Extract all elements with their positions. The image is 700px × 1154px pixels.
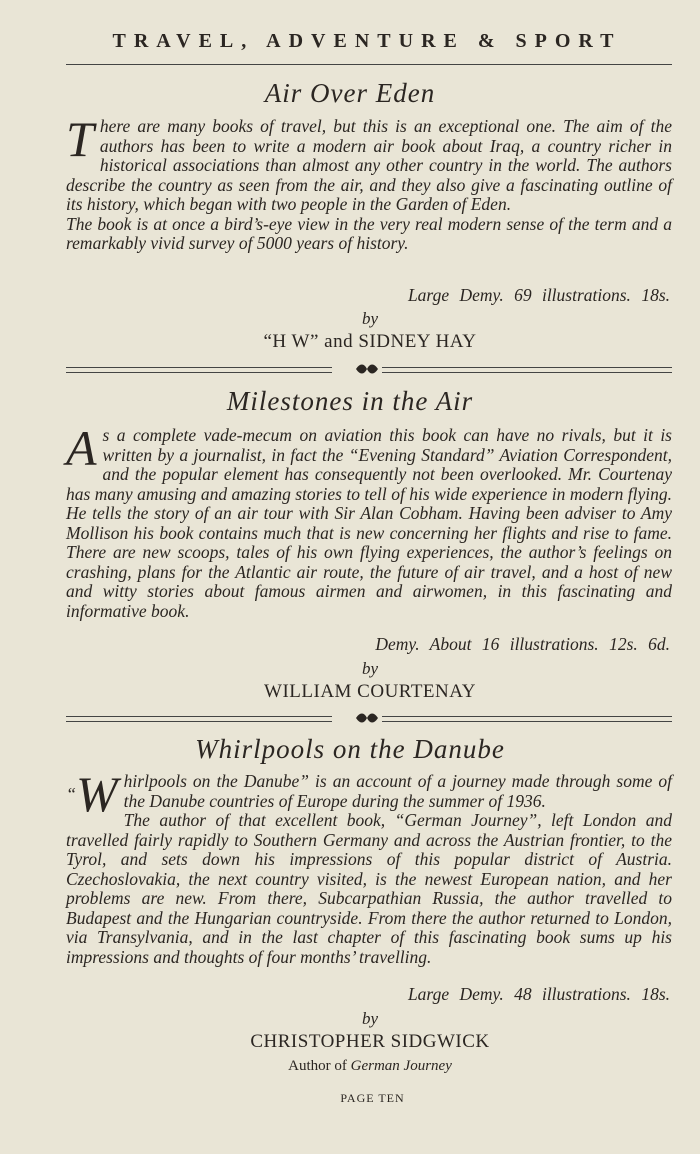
book-details	[270, 634, 670, 655]
book-author: WILLIAM COURTENAY	[264, 681, 476, 702]
book-details	[270, 285, 670, 306]
section-divider	[66, 364, 672, 378]
book-format: Large Demy.	[407, 285, 504, 305]
illustrations-count: 48 illustrations.	[514, 984, 631, 1004]
description-paragraph: The book is at once a bird’s-eye view in the very real modern sense of the term and a remarkably vivid survey of 5000 years of history.	[66, 213, 672, 253]
ornament-icon	[354, 362, 380, 376]
book-author: “H W” and SIDNEY HAY	[263, 331, 477, 352]
author-note-title: German Journey	[350, 1058, 452, 1074]
section-divider	[66, 713, 672, 727]
description-paragraph: s a complete vade-mecum on aviation this book can have no rivals, but it is written by a journalist, in fact the “Evening Standard” Aviation Correspondent, and the popular element has consequently not been overlooked. Mr. Courtenay has many amusing and amazing stories to tell of his wide experience in modern flying. He tells the story of an air tour with Sir Alan Cobham. Having been adviser to Amy Mollison his book contains much that is new concerning her flights and rise to fame. There are new scoops, tales of his own flying experiences, the author’s feelings on crashing, plans for the Atlantic air route, the future of air travel, and a host of new and witty stories about famous airmen and airwomen, in this fascinating and informative book.	[66, 425, 672, 621]
book-details	[270, 984, 670, 1005]
book-title-whirlpools-on-the-danube: Whirlpools on the Danube	[195, 734, 505, 764]
ornament-icon	[354, 711, 380, 725]
author-note	[0, 1058, 700, 1075]
by-line: by	[361, 1009, 379, 1028]
description-paragraph: hirlpools on the Danube” is an account of a journey made through some of the Danube countries of Europe during the summer of 1936.	[123, 771, 672, 811]
book-title-milestones-in-the-air: Milestones in the Air	[226, 386, 474, 416]
author-note-prefix: Author of	[288, 1058, 347, 1074]
book-description-whirlpools	[66, 766, 672, 967]
header-rule	[66, 64, 672, 65]
running-head: TRAVEL, ADVENTURE & SPORT	[112, 30, 622, 52]
illustrations-count: 69 illustrations.	[514, 285, 631, 305]
book-price: 18s.	[641, 285, 670, 305]
book-title-air-over-eden: Air Over Eden	[264, 78, 436, 108]
book-price: 12s. 6d.	[609, 634, 670, 654]
book-author: CHRISTOPHER SIDGWICK	[250, 1031, 490, 1052]
by-line: by	[361, 659, 379, 678]
drop-cap: T	[66, 111, 94, 167]
drop-cap: “W	[66, 766, 118, 822]
book-price: 18s.	[641, 984, 670, 1004]
book-description-milestones	[66, 420, 672, 621]
book-format: Demy.	[375, 634, 420, 654]
drop-cap: A	[66, 420, 97, 476]
description-paragraph: The author of that excellent book, “German Journey”, left London and travelled fairly rapidly to Southern Germany and across the Austrian frontier, to the Tyrol, and sets down his impressions of this popular district of Austria. Czechoslovakia, the next country visited, is the newest European nation, and her problems are new. From there, Subcarpathian Russia, the author travelled to Budapest and the Hungarian countryside. From there the author returned to London, via Transylvania, and in the last chapter of this fascinating book sums up his impressions and thoughts of four months’ travelling.	[66, 810, 672, 967]
page-number: PAGE TEN	[340, 1091, 405, 1105]
open-quote: “	[66, 784, 77, 804]
illustrations-count: About 16 illustrations.	[429, 634, 599, 654]
book-format: Large Demy.	[407, 984, 504, 1004]
book-description-air-over-eden	[66, 111, 672, 254]
by-line: by	[361, 309, 379, 328]
description-paragraph: here are many books of travel, but this is an exceptional one. The aim of the authors has been to write a modern air book about Iraq, a country richer in historical associations than almost any other country in the world. The authors describe the country as seen from the air, and they also give a fascinating outline of its history, which began with two people in the Garden of Eden.	[66, 116, 672, 214]
